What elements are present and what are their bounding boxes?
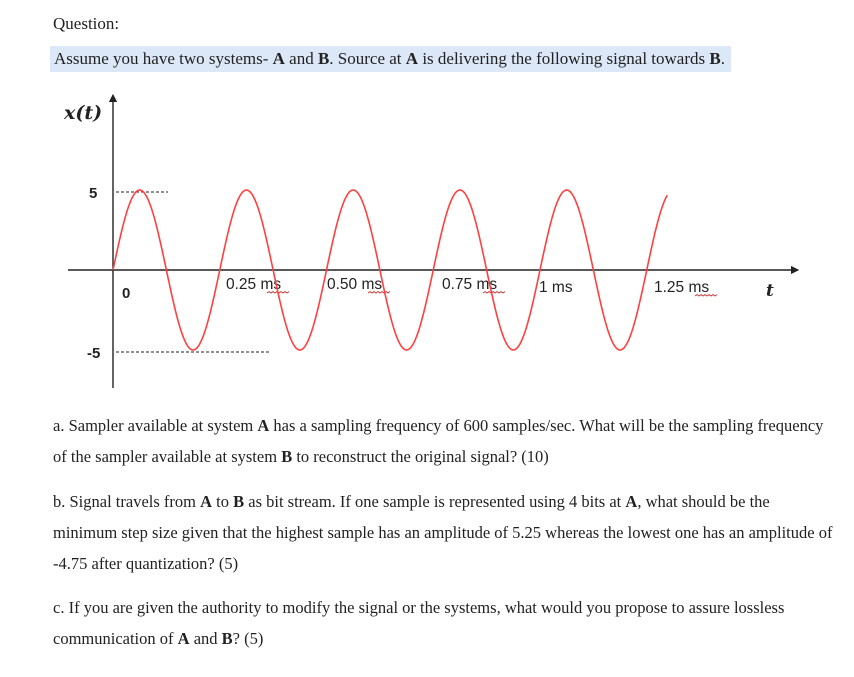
system-b-ref: B (281, 447, 293, 466)
part-b-text-4: , what should be the minimum step size given that the highest sample has an amplitude of 5.25 whereas the lowest one has an amplitude of -4.75 after quantization? (5) (53, 492, 833, 573)
signal-figure (0, 84, 854, 394)
y-tick-label: -5 (87, 345, 101, 362)
system-a-ref: A (177, 629, 190, 648)
y-axis-label: x(t) (64, 102, 103, 124)
intro-text-1: Assume you have two systems- (54, 49, 273, 68)
question-label: Question: (53, 14, 120, 33)
intro-text-3: . Source at (329, 49, 406, 68)
x-tick-label: 1.25 ms (654, 279, 710, 296)
x-tick-label: 0.75 ms (442, 276, 498, 293)
system-a-ref: A (200, 492, 213, 511)
part-b-text-3: as bit stream. If one sample is represented using 4 bits at (244, 492, 626, 511)
x-tick-label: 0.25 ms (226, 276, 282, 293)
part-c-text-3: ? (5) (232, 629, 264, 648)
y-tick-label: 5 (89, 185, 98, 202)
origin-label: 0 (122, 285, 131, 302)
system-a-ref: A (405, 49, 419, 68)
part-b-text-1: b. Signal travels from (53, 492, 201, 511)
system-a-ref: A (257, 416, 270, 435)
system-b-ref: B (233, 492, 245, 511)
part-b-text-2: to (212, 492, 234, 511)
x-tick-label: 1 ms (539, 279, 573, 296)
part-c-text-2: and (189, 629, 222, 648)
part-c (53, 592, 833, 654)
part-a-text-3: to reconstruct the original signal? (10) (292, 447, 549, 466)
part-a (53, 410, 833, 472)
part-c-text-1: c. If you are given the authority to modify the signal or the systems, what would you propose to assure lossless communication of (53, 598, 785, 648)
system-b-ref: B (221, 629, 233, 648)
system-b-ref: B (317, 49, 330, 68)
part-a-text-1: a. Sampler available at system (53, 416, 258, 435)
x-axis-label: t (766, 281, 774, 301)
part-b (53, 486, 833, 579)
system-a-ref: A (625, 492, 638, 511)
intro-text-4: is delivering the following signal towards (418, 49, 710, 68)
system-a-ref: A (272, 49, 285, 68)
part-a-text-2: has a sampling frequency of 600 samples/sec. What will be the sampling frequency of the sampler available at system (53, 416, 824, 466)
intro-text-5: . (720, 49, 725, 68)
system-b-ref: B (709, 49, 721, 68)
intro-text-2: and (284, 49, 318, 68)
x-tick-label: 0.50 ms (327, 276, 383, 293)
question-intro (50, 46, 731, 72)
